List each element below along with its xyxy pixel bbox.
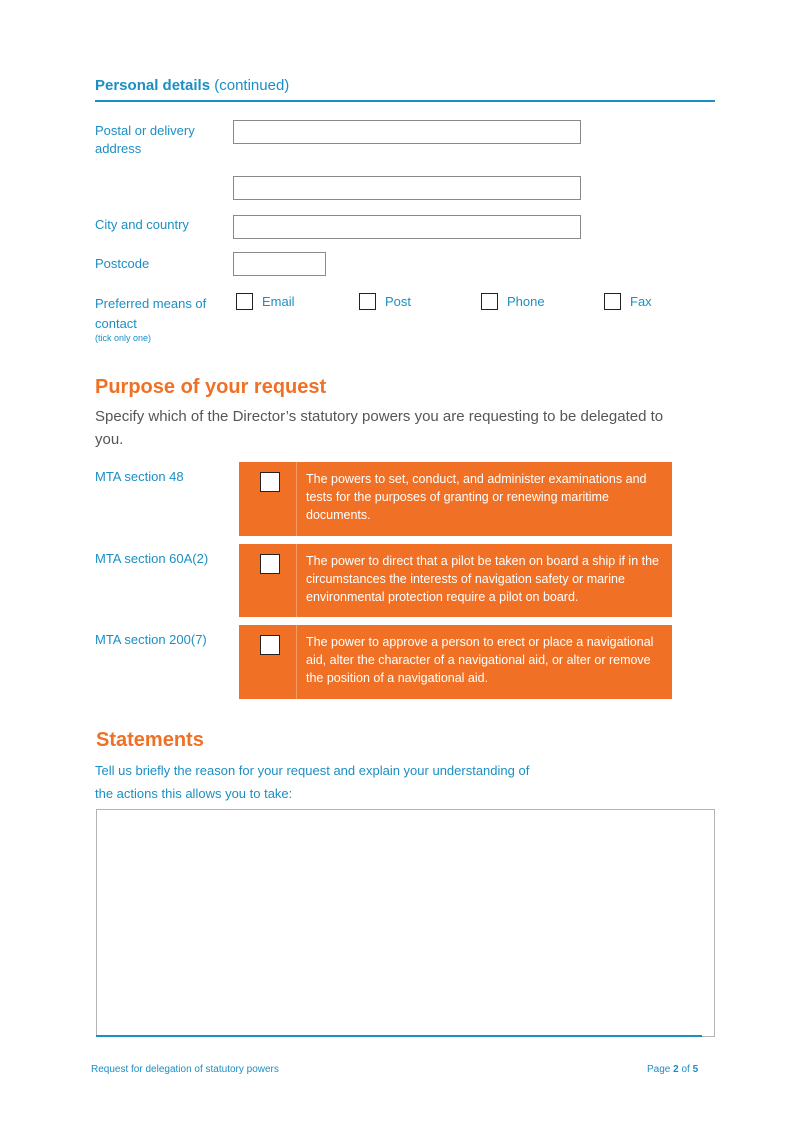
city-country-label: City and country [95, 217, 189, 232]
s60a2-checkbox[interactable] [260, 554, 280, 574]
fax-checkbox[interactable] [604, 293, 621, 310]
email-checkbox[interactable] [236, 293, 253, 310]
postal-address-label: Postal or delivery address [95, 123, 195, 156]
footer-page-number [647, 1064, 698, 1075]
footer-document-title: Request for delegation of statutory powers [91, 1064, 279, 1075]
mta-section-label: MTA section 60A(2) [95, 551, 209, 566]
textarea-bottom-rule [96, 1035, 702, 1037]
page-current: 2 [673, 1064, 679, 1075]
power-description: The power to approve a person to erect or place a navigational aid, alter the character of a navigational aid, or alter or remove the position of a navigational aid. [306, 635, 654, 685]
s200-7-checkbox[interactable] [260, 635, 280, 655]
panel-divider [296, 544, 297, 617]
postal-address-line1-field[interactable] [233, 120, 581, 144]
mta-section-label: MTA section 48 [95, 469, 184, 484]
fax-option-label: Fax [630, 294, 652, 309]
email-option-label: Email [262, 294, 295, 309]
contact-preference-label: Preferred means of contact [95, 296, 207, 331]
statements-instruction-line2: the actions this allows you to take: [95, 786, 293, 801]
phone-checkbox[interactable] [481, 293, 498, 310]
statements-instruction-line1: Tell us briefly the reason for your request and explain your understanding of [95, 763, 530, 778]
mta-section-label: MTA section 200(7) [95, 632, 207, 647]
section-title-suffix: (continued) [214, 77, 290, 94]
city-country-field[interactable] [233, 215, 581, 239]
contact-preference-note: (tick only one) [95, 333, 152, 343]
power-panel-s200-7 [239, 625, 672, 699]
power-description: The power to direct that a pilot be taken on board a ship if in the circumstances the interests of navigation safety or marine environmental protection require a pilot on board. [306, 554, 659, 604]
power-panel-s60a2 [239, 544, 672, 617]
panel-divider [296, 625, 297, 699]
postal-address-line2-field[interactable] [233, 176, 581, 200]
power-panel-s48 [239, 462, 672, 536]
page-total: 5 [692, 1064, 699, 1075]
section-title-purpose: Purpose of your request [95, 376, 327, 398]
s48-checkbox[interactable] [260, 472, 280, 492]
section-title-statements: Statements [96, 729, 204, 751]
section-title-personal-details [95, 77, 289, 94]
postcode-label: Postcode [95, 256, 150, 271]
phone-option-label: Phone [507, 294, 545, 309]
postcode-field[interactable] [233, 252, 326, 276]
post-option-label: Post [385, 294, 412, 309]
purpose-intro-text: Specify which of the Director’s statutory powers you are requesting to be delegated to you. [95, 408, 664, 448]
power-description: The powers to set, conduct, and administer examinations and tests for the purposes of granting or renewing maritime documents. [306, 472, 647, 522]
panel-divider [296, 462, 297, 536]
section-title-text: Personal details [95, 77, 211, 94]
page-word: Page [647, 1064, 671, 1075]
of-word: of [681, 1064, 690, 1075]
post-checkbox[interactable] [359, 293, 376, 310]
statements-textarea[interactable] [96, 809, 715, 1037]
section-divider [95, 100, 715, 102]
